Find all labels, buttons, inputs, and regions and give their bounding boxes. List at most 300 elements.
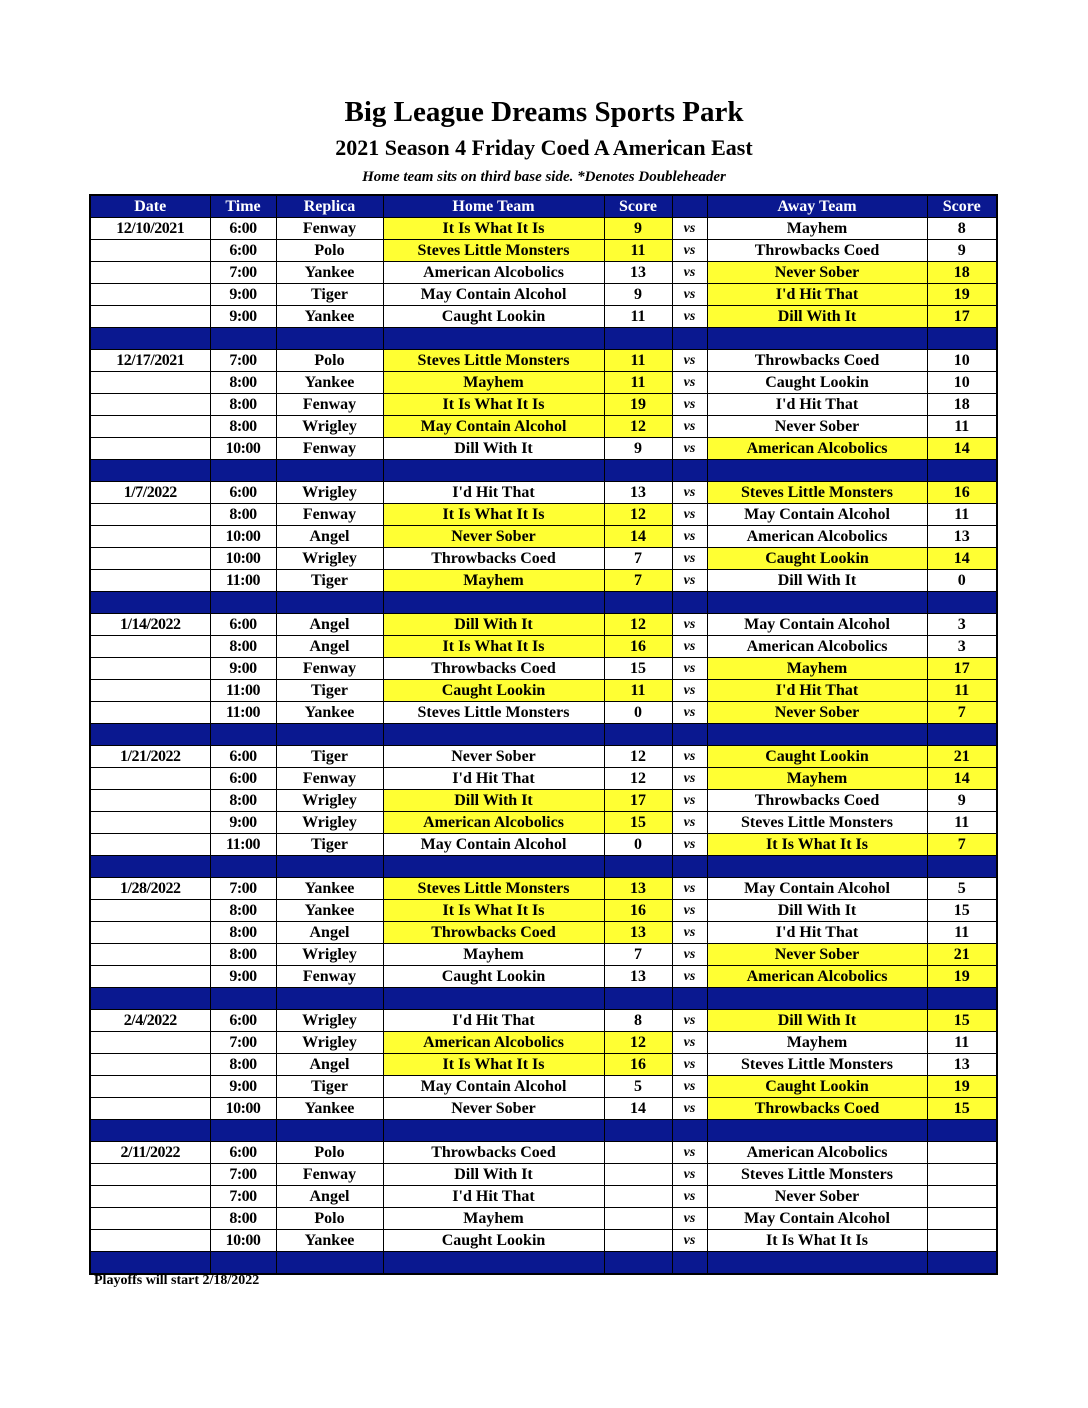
table-row [90,636,997,658]
separator-cell [604,1252,672,1275]
vs-label: vs [672,746,707,768]
table-row [90,1010,997,1032]
game-date: 1/21/2022 [90,746,210,768]
vs-label: vs [672,1230,707,1252]
away-score: 21 [927,746,997,768]
away-team: It Is What It Is [707,834,927,856]
table-row [90,834,997,856]
table-row [90,1054,997,1076]
game-time: 8:00 [210,1054,276,1076]
separator-cell [276,328,383,350]
away-team: Steves Little Monsters [707,482,927,504]
game-replica: Angel [276,526,383,548]
game-replica: Polo [276,1142,383,1164]
away-score: 10 [927,372,997,394]
home-score [604,1230,672,1252]
col-header-away-score: Score [927,195,997,218]
away-score: 17 [927,658,997,680]
game-replica: Tiger [276,680,383,702]
game-time: 9:00 [210,1076,276,1098]
separator-cell [672,856,707,878]
vs-label: vs [672,394,707,416]
home-score: 12 [604,504,672,526]
home-team: It Is What It Is [383,636,604,658]
game-replica: Wrigley [276,1032,383,1054]
home-score: 11 [604,350,672,372]
vs-label: vs [672,1186,707,1208]
game-replica: Angel [276,614,383,636]
game-time: 7:00 [210,350,276,372]
home-team: I'd Hit That [383,482,604,504]
away-team: American Alcobolics [707,526,927,548]
game-replica: Yankee [276,702,383,724]
table-row [90,394,997,416]
home-score: 13 [604,966,672,988]
game-time: 9:00 [210,284,276,306]
game-time: 6:00 [210,1010,276,1032]
vs-label: vs [672,262,707,284]
separator-cell [276,1120,383,1142]
game-time: 8:00 [210,790,276,812]
game-replica: Yankee [276,262,383,284]
table-row [90,1142,997,1164]
table-row [90,416,997,438]
game-replica: Yankee [276,1230,383,1252]
separator-cell [90,1252,210,1275]
home-team: It Is What It Is [383,504,604,526]
away-score: 13 [927,526,997,548]
game-time: 9:00 [210,306,276,328]
separator-cell [276,1252,383,1275]
game-time: 6:00 [210,218,276,240]
separator-cell [604,724,672,746]
game-date [90,438,210,460]
game-replica: Polo [276,240,383,262]
home-score: 9 [604,218,672,240]
home-score: 7 [604,548,672,570]
game-date [90,1208,210,1230]
vs-label: vs [672,1098,707,1120]
home-team: American Alcobolics [383,1032,604,1054]
game-replica: Fenway [276,768,383,790]
away-score: 11 [927,812,997,834]
table-row [90,878,997,900]
separator-cell [210,1120,276,1142]
game-replica: Fenway [276,966,383,988]
home-team: Dill With It [383,1164,604,1186]
home-score: 14 [604,1098,672,1120]
away-team: Dill With It [707,570,927,592]
table-row [90,438,997,460]
table-row [90,812,997,834]
home-score: 11 [604,240,672,262]
away-score: 11 [927,504,997,526]
game-replica: Fenway [276,658,383,680]
away-score: 14 [927,768,997,790]
game-time: 6:00 [210,614,276,636]
separator-cell [90,1120,210,1142]
separator-cell [90,856,210,878]
table-row [90,262,997,284]
table-row [90,284,997,306]
game-date: 12/10/2021 [90,218,210,240]
week-separator [90,1252,997,1275]
away-team: Mayhem [707,218,927,240]
col-header-time: Time [210,195,276,218]
away-team: Caught Lookin [707,372,927,394]
game-date [90,262,210,284]
week-separator [90,460,997,482]
home-score: 9 [604,284,672,306]
game-date [90,416,210,438]
game-date [90,944,210,966]
game-time: 11:00 [210,570,276,592]
table-row [90,1230,997,1252]
home-score [604,1142,672,1164]
table-row [90,526,997,548]
separator-cell [210,460,276,482]
vs-label: vs [672,812,707,834]
game-date [90,1164,210,1186]
table-row [90,922,997,944]
away-score [927,1164,997,1186]
away-score: 9 [927,790,997,812]
home-score: 12 [604,1032,672,1054]
game-replica: Angel [276,1186,383,1208]
separator-cell [90,724,210,746]
game-date [90,658,210,680]
game-time: 10:00 [210,1098,276,1120]
table-row [90,240,997,262]
vs-label: vs [672,350,707,372]
game-date [90,900,210,922]
game-time: 10:00 [210,1230,276,1252]
schedule-table [89,194,998,1275]
vs-label: vs [672,878,707,900]
away-score: 19 [927,1076,997,1098]
game-replica: Fenway [276,218,383,240]
game-date [90,1054,210,1076]
game-replica: Wrigley [276,790,383,812]
separator-cell [604,1120,672,1142]
table-row [90,372,997,394]
game-date [90,1186,210,1208]
vs-label: vs [672,614,707,636]
game-date [90,768,210,790]
game-time: 8:00 [210,922,276,944]
separator-cell [927,592,997,614]
game-date [90,636,210,658]
table-row [90,614,997,636]
table-row [90,900,997,922]
home-score: 13 [604,482,672,504]
separator-cell [604,460,672,482]
away-score: 8 [927,218,997,240]
home-score: 12 [604,746,672,768]
col-header-vs [672,195,707,218]
away-team: May Contain Alcohol [707,614,927,636]
col-header-home-team: Home Team [383,195,604,218]
playoffs-note: Playoffs will start 2/18/2022 [94,1273,260,1288]
table-header-row [90,195,997,218]
home-score: 13 [604,922,672,944]
table-row [90,1164,997,1186]
game-replica: Polo [276,1208,383,1230]
away-team: Throwbacks Coed [707,1098,927,1120]
vs-label: vs [672,1164,707,1186]
home-team: Mayhem [383,1208,604,1230]
game-date [90,1076,210,1098]
table-row [90,482,997,504]
home-score: 11 [604,680,672,702]
game-replica: Wrigley [276,812,383,834]
separator-cell [927,460,997,482]
vs-label: vs [672,482,707,504]
separator-cell [927,724,997,746]
vs-label: vs [672,504,707,526]
vs-label: vs [672,284,707,306]
home-team: Dill With It [383,790,604,812]
game-replica: Wrigley [276,482,383,504]
away-score: 9 [927,240,997,262]
home-team: Steves Little Monsters [383,702,604,724]
table-row [90,944,997,966]
vs-label: vs [672,372,707,394]
game-date: 1/14/2022 [90,614,210,636]
away-score: 15 [927,1010,997,1032]
game-replica: Tiger [276,834,383,856]
separator-cell [604,328,672,350]
game-date [90,1098,210,1120]
game-replica: Fenway [276,1164,383,1186]
separator-cell [383,328,604,350]
separator-cell [707,988,927,1010]
away-team: Steves Little Monsters [707,812,927,834]
away-score: 7 [927,834,997,856]
separator-cell [604,856,672,878]
away-team: Caught Lookin [707,548,927,570]
separator-cell [672,988,707,1010]
vs-label: vs [672,900,707,922]
away-team: Never Sober [707,944,927,966]
game-replica: Fenway [276,394,383,416]
vs-label: vs [672,548,707,570]
home-score: 15 [604,812,672,834]
separator-cell [276,592,383,614]
game-time: 9:00 [210,966,276,988]
game-replica: Tiger [276,284,383,306]
game-replica: Yankee [276,372,383,394]
separator-cell [672,1120,707,1142]
game-date: 1/28/2022 [90,878,210,900]
home-score: 15 [604,658,672,680]
away-team: Caught Lookin [707,746,927,768]
separator-cell [927,1252,997,1275]
home-team: It Is What It Is [383,394,604,416]
table-row [90,680,997,702]
game-date [90,394,210,416]
col-header-replica: Replica [276,195,383,218]
vs-label: vs [672,1054,707,1076]
home-team: Mayhem [383,570,604,592]
separator-cell [927,328,997,350]
home-score: 0 [604,702,672,724]
game-time: 8:00 [210,636,276,658]
home-team: Dill With It [383,438,604,460]
week-separator [90,988,997,1010]
home-team: Never Sober [383,746,604,768]
separator-cell [707,592,927,614]
game-time: 7:00 [210,1186,276,1208]
separator-cell [383,988,604,1010]
away-score: 11 [927,416,997,438]
week-separator [90,328,997,350]
home-team: American Alcobolics [383,812,604,834]
separator-cell [276,988,383,1010]
away-score: 0 [927,570,997,592]
away-score: 21 [927,944,997,966]
table-row [90,658,997,680]
home-team: May Contain Alcohol [383,1076,604,1098]
home-team: Caught Lookin [383,1230,604,1252]
home-score [604,1186,672,1208]
separator-cell [210,592,276,614]
home-team: Throwbacks Coed [383,922,604,944]
separator-cell [383,1252,604,1275]
away-team: Steves Little Monsters [707,1054,927,1076]
separator-cell [90,328,210,350]
game-time: 10:00 [210,548,276,570]
away-team: Throwbacks Coed [707,790,927,812]
home-team: Mayhem [383,944,604,966]
away-score: 3 [927,636,997,658]
col-header-away-team: Away Team [707,195,927,218]
separator-cell [276,724,383,746]
table-row [90,1098,997,1120]
home-score: 12 [604,614,672,636]
game-time: 8:00 [210,1208,276,1230]
home-team: May Contain Alcohol [383,834,604,856]
game-replica: Wrigley [276,944,383,966]
week-separator [90,592,997,614]
away-score [927,1208,997,1230]
away-score: 14 [927,548,997,570]
away-score: 11 [927,1032,997,1054]
separator-cell [383,1120,604,1142]
game-replica: Angel [276,636,383,658]
away-team: May Contain Alcohol [707,504,927,526]
away-team: American Alcobolics [707,636,927,658]
vs-label: vs [672,768,707,790]
separator-cell [90,460,210,482]
home-score: 9 [604,438,672,460]
table-row [90,1076,997,1098]
home-team: May Contain Alcohol [383,284,604,306]
home-team: Throwbacks Coed [383,548,604,570]
home-team: Never Sober [383,526,604,548]
game-replica: Wrigley [276,548,383,570]
separator-cell [927,988,997,1010]
col-header-home-score: Score [604,195,672,218]
away-team: Mayhem [707,768,927,790]
table-row [90,548,997,570]
game-time: 8:00 [210,416,276,438]
vs-label: vs [672,1142,707,1164]
game-date [90,240,210,262]
home-score [604,1208,672,1230]
vs-label: vs [672,966,707,988]
home-score: 7 [604,944,672,966]
game-replica: Yankee [276,900,383,922]
home-team: Caught Lookin [383,680,604,702]
separator-cell [604,592,672,614]
game-time: 8:00 [210,394,276,416]
game-replica: Tiger [276,1076,383,1098]
table-row [90,570,997,592]
game-replica: Yankee [276,878,383,900]
home-score [604,1164,672,1186]
vs-label: vs [672,944,707,966]
game-date: 12/17/2021 [90,350,210,372]
home-score: 13 [604,262,672,284]
page-note: Home team sits on third base side. *Denotes Doubleheader [362,169,726,185]
separator-cell [672,724,707,746]
separator-cell [210,856,276,878]
game-replica: Fenway [276,504,383,526]
separator-cell [707,724,927,746]
home-score: 13 [604,878,672,900]
away-team: I'd Hit That [707,680,927,702]
away-team: It Is What It Is [707,1230,927,1252]
game-date: 1/7/2022 [90,482,210,504]
separator-cell [276,460,383,482]
away-score: 15 [927,900,997,922]
game-time: 6:00 [210,768,276,790]
game-date [90,284,210,306]
game-time: 10:00 [210,438,276,460]
game-replica: Angel [276,922,383,944]
vs-label: vs [672,1208,707,1230]
home-team: It Is What It Is [383,900,604,922]
col-header-date: Date [90,195,210,218]
game-time: 8:00 [210,900,276,922]
vs-label: vs [672,1076,707,1098]
page-subtitle: 2021 Season 4 Friday Coed A American East [335,135,753,160]
week-separator [90,724,997,746]
home-team: Throwbacks Coed [383,658,604,680]
game-replica: Yankee [276,306,383,328]
separator-cell [927,1120,997,1142]
vs-label: vs [672,1032,707,1054]
table-row [90,504,997,526]
home-score: 16 [604,636,672,658]
table-row [90,702,997,724]
game-time: 7:00 [210,1032,276,1054]
game-date [90,834,210,856]
separator-cell [210,988,276,1010]
game-time: 6:00 [210,1142,276,1164]
table-row [90,1186,997,1208]
game-replica: Angel [276,1054,383,1076]
vs-label: vs [672,702,707,724]
home-score: 5 [604,1076,672,1098]
game-date [90,548,210,570]
separator-cell [90,592,210,614]
away-team: I'd Hit That [707,284,927,306]
home-team: Dill With It [383,614,604,636]
vs-label: vs [672,526,707,548]
game-date [90,306,210,328]
